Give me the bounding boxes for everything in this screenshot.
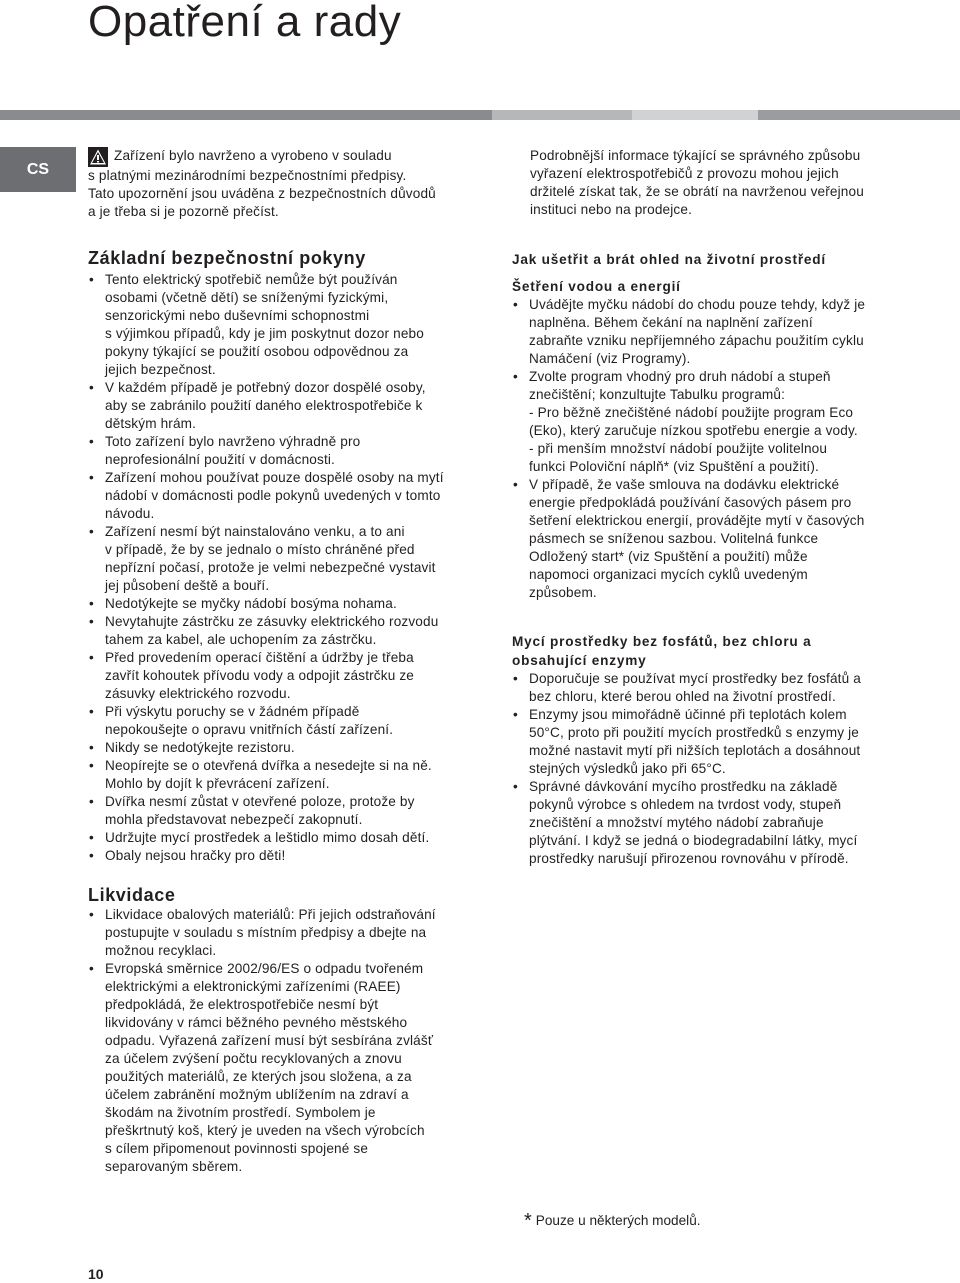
list-item-line: Tento elektrický spotřebič nemůže být používán — [105, 272, 398, 287]
bullet-icon: • — [89, 740, 94, 755]
intro-line: Zařízení bylo navrženo a vyrobeno v souladu — [114, 148, 392, 163]
list-item-line: možné nastavit mytí při nižších teplotách a dosáhnout — [529, 743, 861, 758]
list-item-line: stejných výsledků jako při 65°C. — [529, 761, 726, 776]
list-item-line: Správné dávkování mycího prostředku na základě — [529, 779, 838, 794]
list-item-line: Obaly nejsou hračky pro děti! — [105, 848, 286, 863]
list-item-line: zavřít kohoutek přívodu vody a odpojit zástrčku ze — [105, 668, 414, 683]
list-item — [88, 649, 468, 703]
bullet-icon: • — [89, 650, 94, 665]
list-item — [512, 670, 912, 706]
list-item-line: nepokoušejte o opravu vnitřních částí zařízení. — [105, 722, 394, 737]
list-item-line: - při menším množství nádobí použijte volitelnou — [529, 441, 828, 456]
bar-segment — [632, 110, 758, 120]
list-item-line: - Pro běžně znečištěné nádobí použijte program Eco — [529, 405, 854, 420]
bullet-icon: • — [89, 470, 94, 485]
list-item — [88, 757, 468, 793]
list-item-line: funkci Poloviční náplň* (viz Spuštění a použití). — [529, 459, 819, 474]
list-item-line: V každém případě je potřebný dozor dospělé osoby, — [105, 380, 426, 395]
list-item-line: pokynů výrobce s ohledem na tvrdost vody, stupeň — [529, 797, 842, 812]
bullet-icon: • — [89, 380, 94, 395]
disposal-section — [88, 884, 468, 1176]
environment-heading: Jak ušetřit a brát ohled na životní prostředí — [512, 252, 826, 267]
water-energy-list — [512, 296, 912, 602]
list-item-line: znečištění a množství mytého nádobí zabraňuje — [529, 815, 824, 830]
list-item-line: aby se zabránilo použití daného elektrospotřebiče k — [105, 398, 423, 413]
bullet-icon: • — [89, 614, 94, 629]
bullet-icon: • — [89, 434, 94, 449]
list-item-line: Zařízení mohou používat pouze dospělé osoby na mytí — [105, 470, 444, 485]
intro-first-line — [88, 147, 468, 167]
warning-triangle-icon — [88, 147, 108, 167]
list-item-line: zásuvky elektrického rozvodu. — [105, 686, 291, 701]
list-item-line: Udržujte mycí prostředek a leštidlo mimo dosah dětí. — [105, 830, 430, 845]
list-item — [88, 469, 468, 523]
safety-list — [88, 271, 468, 865]
intro-right-line: Podrobnější informace týkající se správného způsobu — [530, 148, 861, 163]
list-item-line: Před provedením operací čištění a údržby je třeba — [105, 650, 414, 665]
list-item-line: osobami (včetně dětí) se sníženými fyzickými, — [105, 290, 389, 305]
bullet-icon: • — [89, 830, 94, 845]
bullet-icon: • — [513, 297, 518, 312]
list-item-line: neprofesionální použití v domácnosti. — [105, 452, 335, 467]
list-item — [88, 703, 468, 739]
detergent-list — [512, 670, 912, 868]
list-item-line: jejich bezpečnost. — [105, 362, 216, 377]
intro-right-line: vyřazení elektrospotřebičů z provozu mohou jejich — [530, 166, 839, 181]
list-item-line: plýtvání. I když se jedná o biodegradabilní látky, mycí — [529, 833, 858, 848]
list-item-line: Enzymy jsou mimořádně účinné při teplotách kolem — [529, 707, 847, 722]
list-item — [88, 523, 468, 595]
list-item-line: jej působení deště a bouří. — [105, 578, 270, 593]
list-item-line: napomoci organizaci mycích cyklů uvedeným — [529, 567, 808, 582]
list-item-line: za účelem zvýšení počtu recyklovaných a znovu — [105, 1051, 402, 1066]
page-number: 10 — [88, 1266, 104, 1282]
list-item-line: energie předpokládá používání časových pásem pro — [529, 495, 852, 510]
footnote-text: Pouze u některých modelů. — [535, 1213, 701, 1228]
list-item — [512, 706, 912, 778]
detergent-subheading-line1: Mycí prostředky bez fosfátů, bez chloru a — [512, 634, 812, 649]
intro-line: Tato upozornění jsou uváděna z bezpečnostních důvodů — [88, 186, 436, 201]
intro-disposal-info — [530, 147, 930, 219]
list-item — [512, 476, 912, 602]
list-item-line: V případě, že vaše smlouva na dodávku elektrické — [529, 477, 840, 492]
safety-heading: Základní bezpečnostní pokyny — [88, 248, 366, 268]
bar-segment — [758, 110, 960, 120]
list-item-line: přeškrtnutý koš, který je uveden na všech výrobcích — [105, 1123, 425, 1138]
list-item-line: Evropská směrnice 2002/96/ES o odpadu tvořeném — [105, 961, 424, 976]
list-item-line: nepřízní počasí, protože je velmi nebezpečné vystavit — [105, 560, 436, 575]
list-item-line: Odložený start* (viz Spuštění a použití) může — [529, 549, 808, 564]
list-item-line: 50°C, proto při použití mycích prostředků s enzymy je — [529, 725, 859, 740]
list-item-line: pokyny týkající se použití osobou odpovědnou za — [105, 344, 409, 359]
list-item — [512, 778, 912, 868]
list-item — [88, 739, 468, 757]
footnote — [524, 1212, 701, 1230]
list-item-line: Dvířka nesmí zůstat v otevřené poloze, protože by — [105, 794, 415, 809]
list-item-line: Při výskytu poruchy se v žádném případě — [105, 704, 360, 719]
list-item-line: likvidovány v rámci běžného pevného městského — [105, 1015, 408, 1030]
safety-section — [88, 247, 468, 865]
list-item-line: Nedotýkejte se myčky nádobí bosýma nohama. — [105, 596, 397, 611]
list-item-line: šetření elektrickou energií, provádějte mytí v časových — [529, 513, 865, 528]
list-item — [88, 271, 468, 379]
bar-segment — [0, 110, 492, 120]
list-item-line: Uváděјte myčku nádobí do chodu pouze tehdy, když je — [529, 297, 866, 312]
list-item-line: separovaným sběrem. — [105, 1159, 243, 1174]
list-item — [88, 379, 468, 433]
list-item-line: Neopírejte se o otevřená dvířka a nesedejte si na ně. — [105, 758, 432, 773]
bar-segment — [492, 110, 632, 120]
bullet-icon: • — [89, 907, 94, 922]
list-item-line: odpadu. Vyřazená zařízení musí být sesbírána zvlášť — [105, 1033, 434, 1048]
disposal-list — [88, 906, 468, 1176]
list-item-line: naplněna. Během čekání na naplnění zařízení — [529, 315, 813, 330]
bullet-icon: • — [89, 758, 94, 773]
list-item-line: Nikdy se nedotýkejte rezistoru. — [105, 740, 295, 755]
list-item — [88, 613, 468, 649]
list-item-line: tahem za kabel, ale uchopením za zástrčku. — [105, 632, 377, 647]
bullet-icon: • — [89, 961, 94, 976]
list-item-line: Zařízení nesmí být nainstalováno venku, a to ani — [105, 524, 405, 539]
list-item-line: možnou recyklaci. — [105, 943, 217, 958]
list-item-line: postupujte v souladu s místním předpisy a dbejte na — [105, 925, 427, 940]
bullet-icon: • — [513, 477, 518, 492]
list-item — [88, 433, 468, 469]
list-item — [88, 906, 468, 960]
list-item — [88, 829, 468, 847]
bullet-icon: • — [89, 596, 94, 611]
list-item-line: senzorickými nebo duševními schopnostmi — [105, 308, 370, 323]
list-item — [88, 595, 468, 613]
list-item — [512, 368, 912, 476]
list-item — [88, 847, 468, 865]
list-item-line: Nevytahujte zástrčku ze zásuvky elektrického rozvodu — [105, 614, 439, 629]
bullet-icon: • — [513, 369, 518, 384]
list-item-line: (Eko), který zaručuje nízkou spotřebu energie a vody. — [529, 423, 858, 438]
top-color-bar — [0, 110, 960, 120]
list-item-line: Doporučuje se používat mycí prostředky bez fosfátů a — [529, 671, 861, 686]
list-item-line: nádobí v domácnosti podle pokynů uvedených v tomto — [105, 488, 441, 503]
list-item-line: Mohlo by dojít k převrácení zařízení. — [105, 776, 330, 791]
list-item-line: použitých materiálů, ze kterých jsou složena, a za — [105, 1069, 412, 1084]
list-item-line: účelem zabránění možným ublížením na zdraví a — [105, 1087, 409, 1102]
disposal-heading: Likvidace — [88, 885, 176, 905]
list-item-line: návodu. — [105, 506, 155, 521]
list-item-line: dětským hrám. — [105, 416, 197, 431]
intro-line: s platnými mezinárodními bezpečnostními předpisy. — [88, 168, 407, 183]
bullet-icon: • — [513, 671, 518, 686]
list-item — [88, 793, 468, 829]
bullet-icon: • — [89, 794, 94, 809]
list-item-line: Namáčení (viz Programy). — [529, 351, 691, 366]
list-item-line: s výjimkou případů, kdy je jim poskytnut dozor nebo — [105, 326, 424, 341]
list-item-line: Likvidace obalových materiálů: Při jejich odstraňování — [105, 907, 436, 922]
bullet-icon: • — [513, 779, 518, 794]
list-item-line: škodám na životním prostředí. Symbolem je — [105, 1105, 376, 1120]
footnote-star: * — [524, 1210, 532, 1232]
list-item-line: bez chloru, které berou ohled na životní prostředí. — [529, 689, 836, 704]
environment-section — [512, 250, 912, 868]
bullet-icon: • — [89, 524, 94, 539]
page-title: Opatření a rady — [88, 0, 402, 46]
water-energy-subheading: Šetření vodou a energií — [512, 279, 681, 294]
list-item-line: pásmech se sníženou sazbou. Volitelná funkce — [529, 531, 819, 546]
intro-warning — [88, 147, 468, 221]
list-item-line: prostředky narušují přirozenou rovnováhu v přírodě. — [529, 851, 849, 866]
list-item-line: s cílem připomenout povinnosti spojené se — [105, 1141, 369, 1156]
bullet-icon: • — [89, 848, 94, 863]
list-item-line: v případě, že by se jednalo o místo chráněné před — [105, 542, 415, 557]
list-item-line: elektrickými a elektronickými zařízeními (RAEE) — [105, 979, 401, 994]
list-item-line: mohla představovat nebezpečí zakopnutí. — [105, 812, 363, 827]
list-item-line: předpokládá, že elektrospotřebiče nesmí být — [105, 997, 379, 1012]
list-item-line: způsobem. — [529, 585, 597, 600]
list-item — [512, 296, 912, 368]
list-item — [88, 960, 468, 1176]
list-item-line: zabraňte vzniku nepříjemného zápachu použitím cyklu — [529, 333, 864, 348]
language-tab: CS — [0, 147, 76, 192]
bullet-icon: • — [89, 704, 94, 719]
list-item-line: Toto zařízení bylo navrženo výhradně pro — [105, 434, 361, 449]
intro-line: a je třeba si je pozorně přečíst. — [88, 204, 279, 219]
bullet-icon: • — [89, 272, 94, 287]
detergent-subheading-line2: obsahující enzymy — [512, 653, 647, 668]
list-item-line: znečištění; konzultujte Tabulku programů: — [529, 387, 786, 402]
list-item-line: Zvolte program vhodný pro druh nádobí a stupeň — [529, 369, 831, 384]
bullet-icon: • — [513, 707, 518, 722]
intro-right-line: instituci nebo na prodejce. — [530, 202, 692, 217]
intro-right-line: držitelé získat tak, že se obrátí na navrženou veřejnou — [530, 184, 864, 199]
